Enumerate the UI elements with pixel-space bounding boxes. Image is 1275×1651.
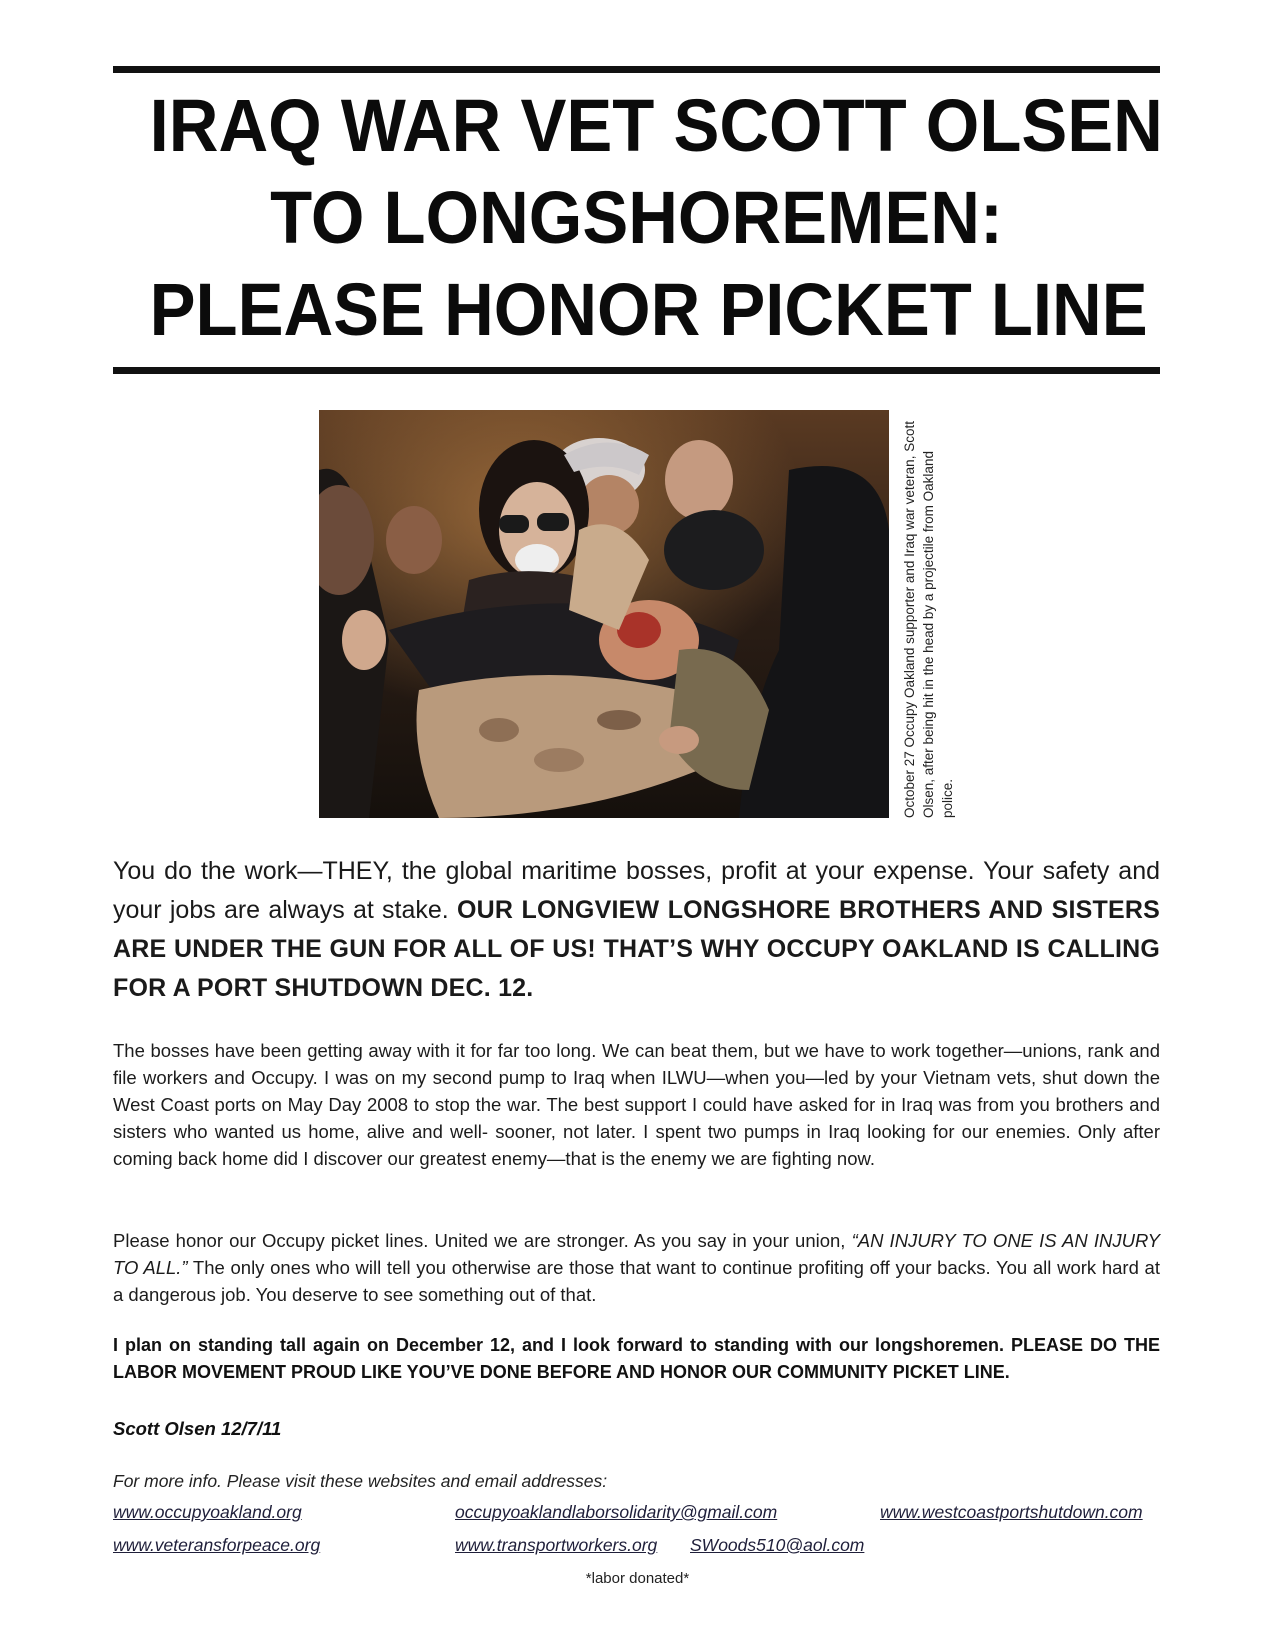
link-veteransforpeace[interactable]: www.veteransforpeace.org [113,1535,321,1555]
para2-quote: “AN INJURY TO ONE IS AN INJURY TO ALL.” [113,1230,1160,1278]
photo-caption: October 27 Occupy Oakland supporter and Iraq war veteran, Scott Olsen, after being hit in the head by a projectile from Oakland police. [902,421,955,818]
para2-text-end: The only ones who will tell you otherwise are those that want to continue profiting off your backs. You all work hard at a dangerous job. You deserve to see something out of that. [113,1257,1160,1305]
body-paragraph-3: I plan on standing tall again on December 12, and I look forward to standing with our longshoremen. PLEASE DO THE LABOR MOVEMENT PROUD LIKE YOU’VE DONE BEFORE AND HONOR OUR COMMUNITY PICKET LINE. [113,1335,1160,1382]
headline-line-1: IRAQ WAR VET SCOTT OLSEN [149,84,1163,167]
protest-photo [319,410,889,818]
more-info-label: For more info. Please visit these websites and email addresses: [113,1471,608,1491]
headline-line-3: PLEASE HONOR PICKET LINE [149,268,1148,351]
bottom-rule [113,367,1160,374]
lead-text: You do the work—THEY, the global maritime bosses, profit at your expense. Your safety and your jobs are always at stake. [113,857,1160,924]
link-occupyoakland[interactable]: www.occupyoakland.org [113,1502,302,1522]
link-transportworkers[interactable]: www.transportworkers.org [455,1535,658,1555]
headline [149,80,1163,356]
link-labor-solidarity-email[interactable]: occupyoaklandlaborsolidarity@gmail.com [455,1502,778,1522]
lead-bold-text: OUR LONGVIEW LONGSHORE BROTHERS AND SISTERS ARE UNDER THE GUN FOR ALL OF US! THAT’S WHY OCCUPY OAKLAND IS CALLING FOR A PORT SHUTDOWN DEC. 12. [113,896,1160,1002]
body-paragraph-1: The bosses have been getting away with it for far too long. We can beat them, but we have to work together—unions, rank and file workers and Occupy. I was on my second pump to Iraq when ILWU—when you—led by your Vietnam vets, shut down the West Coast ports on May Day 2008 to stop the war. The best support I could have asked for in Iraq was from you brothers and sisters who wanted us home, alive and well- sooner, not later. I spent two pumps in Iraq looking for our enemies. Only after coming back home did I discover our greatest enemy—that is the enemy we are fighting now. [113,1040,1160,1169]
link-swoods-email[interactable]: SWoods510@aol.com [690,1535,865,1555]
headline-line-2: TO LONGSHOREMEN: [270,176,1003,259]
body-paragraph-2 [113,1227,1160,1308]
top-rule [113,66,1160,73]
para2-text-start: Please honor our Occupy picket lines. United we are stronger. As you say in your union, [113,1230,852,1251]
lead-paragraph [113,852,1160,1008]
link-westcoastportshutdown[interactable]: www.westcoastportshutdown.com [880,1502,1143,1522]
signature: Scott Olsen 12/7/11 [113,1418,282,1439]
labor-donated-note: *labor donated* [585,1570,690,1587]
